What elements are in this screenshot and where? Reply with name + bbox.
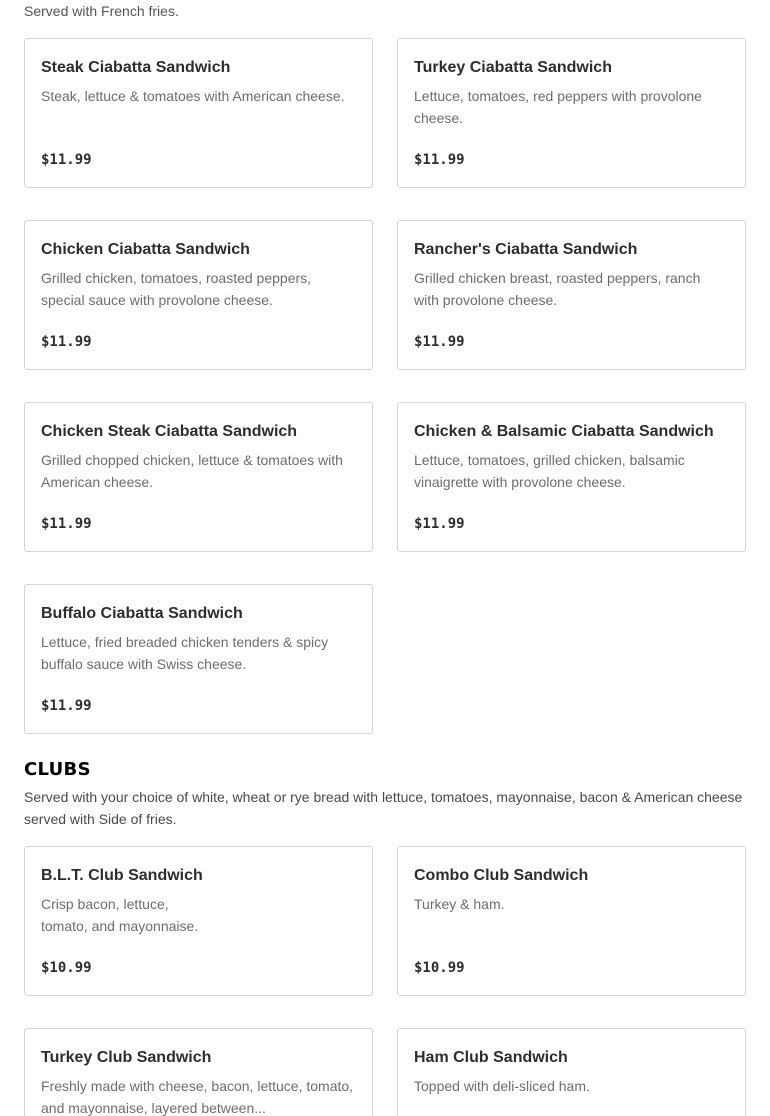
menu-item-description [41, 893, 356, 937]
menu-item-name: Steak Ciabatta Sandwich [41, 59, 231, 76]
menu-item-description: Turkey & ham. [414, 896, 505, 912]
menu-item-card[interactable] [397, 1028, 746, 1116]
menu-item-description: Grilled chicken, tomatoes, roasted peppers, special sauce with provolone cheese. [41, 270, 312, 308]
menu-item-price: $11.99 [414, 152, 465, 168]
menu-item-card[interactable] [24, 584, 373, 734]
section-title: CLUBS [24, 759, 91, 780]
menu-item-name: Buffalo Ciabatta Sandwich [41, 605, 243, 622]
description-line: Crisp bacon, lettuce, [41, 896, 169, 912]
menu-item-name: Combo Club Sandwich [414, 867, 589, 884]
menu-item-price: $11.99 [414, 516, 465, 532]
menu-item-card[interactable] [24, 38, 373, 188]
menu-item-card[interactable] [397, 846, 746, 996]
menu-item-description: Lettuce, tomatoes, grilled chicken, balsamic vinaigrette with provolone cheese. [414, 452, 685, 490]
menu-item-description: Grilled chopped chicken, lettuce & tomatoes with American cheese. [41, 452, 343, 490]
description-line: tomato, and mayonnaise. [41, 918, 199, 934]
menu-item-card[interactable] [24, 220, 373, 370]
section-description: Served with your choice of white, wheat or rye bread with lettuce, tomatoes, mayonnaise, bacon & American cheese served with Side of fries. [24, 789, 743, 827]
menu-item-name: Turkey Ciabatta Sandwich [414, 59, 612, 76]
menu-item-description: Topped with deli-sliced ham. [414, 1078, 590, 1094]
menu-item-name: Chicken Ciabatta Sandwich [41, 241, 250, 258]
menu-item-name: Chicken & Balsamic Ciabatta Sandwich [414, 423, 714, 440]
menu-item-name: Rancher's Ciabatta Sandwich [414, 241, 638, 258]
menu-item-price: $11.99 [41, 152, 92, 168]
menu-item-card[interactable] [397, 220, 746, 370]
menu-item-description: Steak, lettuce & tomatoes with American cheese. [41, 88, 345, 104]
menu-item-price: $11.99 [414, 334, 465, 350]
menu-item-card[interactable] [397, 402, 746, 552]
menu-item-description: Lettuce, fried breaded chicken tenders & spicy buffalo sauce with Swiss cheese. [41, 634, 329, 672]
menu-item-price: $11.99 [41, 698, 92, 714]
menu-item-price: $11.99 [41, 334, 92, 350]
section-note: Served with French fries. [24, 3, 179, 19]
menu-item-price: $10.99 [41, 960, 92, 976]
menu-item-description: Lettuce, tomatoes, red peppers with provolone cheese. [414, 88, 702, 126]
menu-item-name: Turkey Club Sandwich [41, 1049, 212, 1066]
menu-item-card[interactable] [397, 38, 746, 188]
menu-item-card[interactable] [24, 846, 373, 996]
menu-item-name: Ham Club Sandwich [414, 1049, 568, 1066]
menu-item-description: Grilled chicken breast, roasted peppers, ranch with provolone cheese. [414, 270, 701, 308]
menu-item-card[interactable] [24, 402, 373, 552]
menu-item-description: Freshly made with cheese, bacon, lettuce, tomato, and mayonnaise, layered between... [41, 1078, 354, 1116]
menu-item-price: $11.99 [41, 516, 92, 532]
menu-item-name: B.L.T. Club Sandwich [41, 867, 203, 884]
menu-item-name: Chicken Steak Ciabatta Sandwich [41, 423, 298, 440]
menu-item-card[interactable] [24, 1028, 373, 1116]
menu-item-price: $10.99 [414, 960, 465, 976]
